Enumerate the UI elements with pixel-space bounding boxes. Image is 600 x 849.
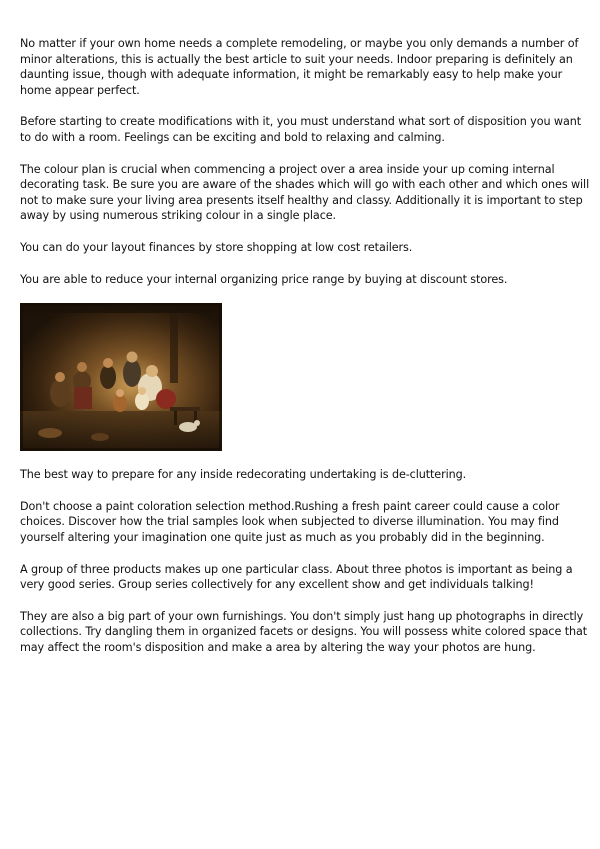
paragraph-layout-finances: You can do your layout finances by store shopping at low cost retailers. (20, 240, 413, 254)
paragraph-intro: No matter if your own home needs a complete remodeling, or maybe you only demands a number of minor alterations, this is actually the best article to suit your needs. Indoor preparing is definitely an daunting issue, though with adequate information, it might be remarkably easy to help make your home appear perfect. (20, 37, 579, 97)
paragraph-group-of-three: A group of three products makes up one particular class. About three photos is important as being a very good series. Group series collectively for any excellent show and get individuals talking! (20, 562, 573, 592)
paragraph-decluttering: The best way to prepare for any inside redecorating undertaking is de-cluttering. (20, 468, 467, 482)
paragraph-price-range: You are able to reduce your internal organizing price range by buying at discount stores. (20, 272, 508, 286)
paragraph-paint-selection: Don't choose a paint coloration selection method.Rushing a fresh paint career could cause a color choices. Discover how the trial samples look when subjected to diverse illumination. You may find yourself altering your imagination one quite just as much as you probably did in the beginning. (20, 499, 560, 544)
paragraph-colour-plan: The colour plan is crucial when commencing a project over a area inside your up coming internal decorating task. Be sure you are aware of the shades which will go with each other and which ones will not to make sure your living area presents itself healthy and classy. Additionally it is important to step away by using numerous striking colour in a single place. (20, 162, 590, 223)
painting-image (20, 303, 222, 451)
painting-illustration (20, 303, 222, 451)
paragraph-mood: Before starting to create modifications with it, you must understand what sort of disposition you want to do with a room. Feelings can be exciting and bold to relaxing and calming. (20, 115, 581, 144)
article-body (20, 36, 590, 671)
paragraph-photos-hung: They are also a big part of your own furnishings. You don't simply just hang up photographs in directly collections. Try dangling them in organized facets or designs. You will possess white colored space that may affect the room's disposition and make a area by altering the way your photos are hung. (20, 609, 588, 654)
